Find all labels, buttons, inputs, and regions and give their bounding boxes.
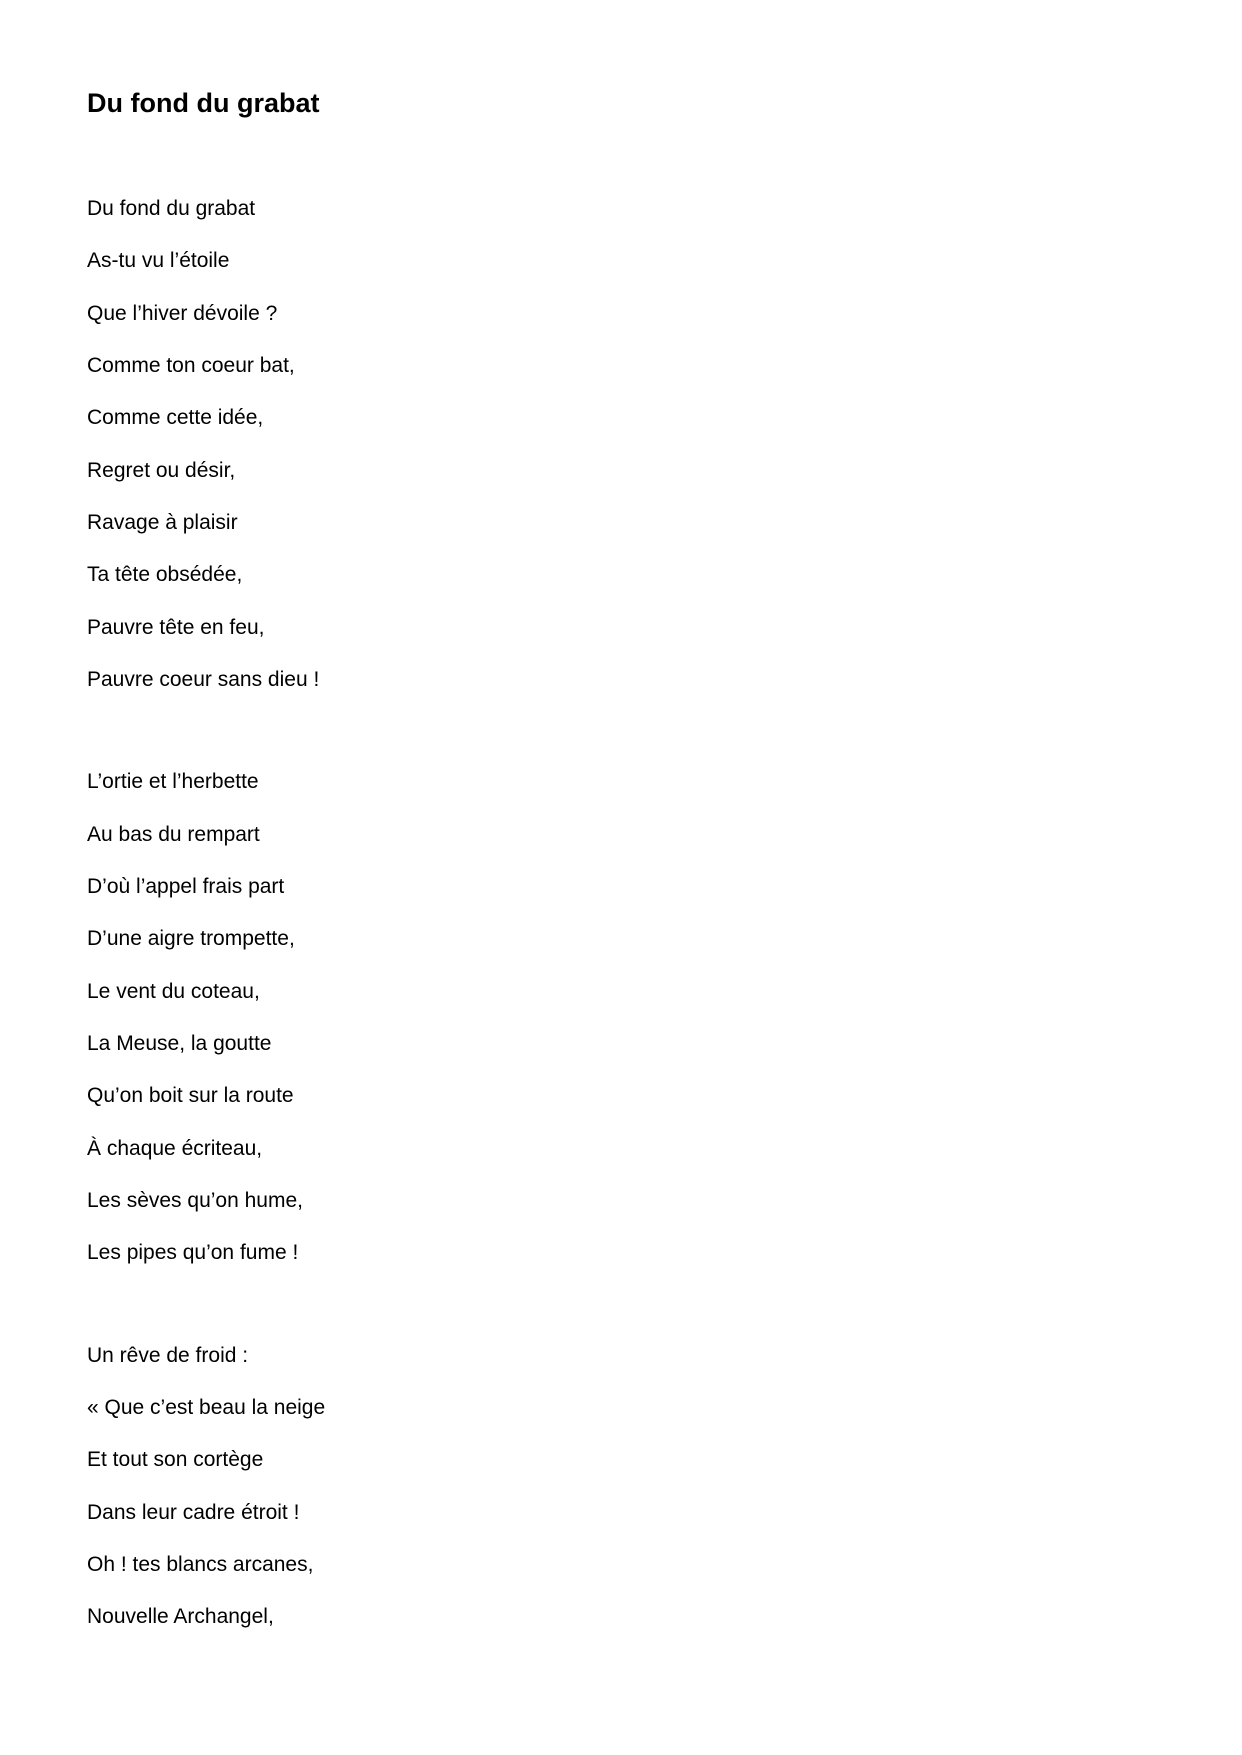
poem-line: Oh ! tes blancs arcanes,: [87, 1553, 314, 1576]
poem-line: Que l’hiver dévoile ?: [87, 302, 278, 325]
poem-line: Comme ton coeur bat,: [87, 354, 295, 377]
poem-line: L’ortie et l’herbette: [87, 770, 259, 793]
poem-line: As-tu vu l’étoile: [87, 249, 230, 272]
poem-line: Les sèves qu’on hume,: [87, 1189, 303, 1212]
poem-line: D’où l’appel frais part: [87, 875, 285, 898]
poem-line: Ravage à plaisir: [87, 511, 238, 534]
poem-line: Pauvre tête en feu,: [87, 616, 265, 639]
poem-line: Pauvre coeur sans dieu !: [87, 668, 320, 691]
poem-line: Dans leur cadre étroit !: [87, 1501, 300, 1524]
poem-line: Comme cette idée,: [87, 406, 264, 429]
poem-line: D’une aigre trompette,: [87, 927, 295, 950]
poem-line: À chaque écriteau,: [87, 1137, 263, 1160]
poem-line: Au bas du rempart: [87, 823, 260, 846]
poem-line: Un rêve de froid :: [87, 1344, 249, 1367]
poem-line: Qu’on boit sur la route: [87, 1084, 294, 1107]
poem-title: Du fond du grabat: [87, 88, 320, 118]
poem-line: Ta tête obsédée,: [87, 563, 243, 586]
poem-line: Et tout son cortège: [87, 1448, 264, 1471]
poem-line: Du fond du grabat: [87, 197, 256, 220]
poem-line: « Que c’est beau la neige: [87, 1396, 326, 1419]
poem-line: Le vent du coteau,: [87, 980, 260, 1003]
poem-line: Nouvelle Archangel,: [87, 1605, 274, 1628]
poem-line: Regret ou désir,: [87, 459, 236, 482]
poem-line: Les pipes qu’on fume !: [87, 1241, 299, 1264]
poem-line: La Meuse, la goutte: [87, 1032, 272, 1055]
